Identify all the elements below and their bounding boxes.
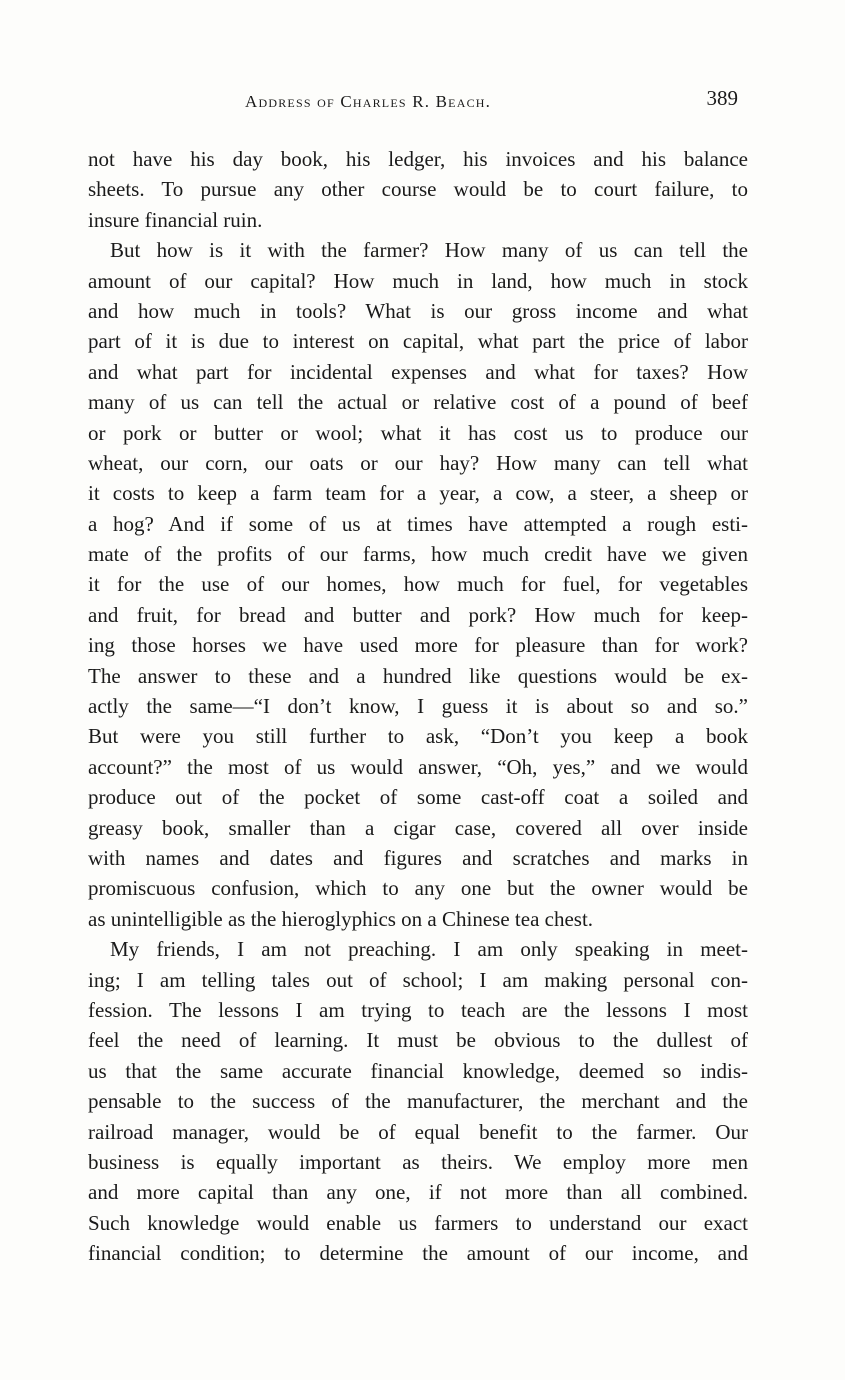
- text-line: and more capital than any one, if not more than all combined.: [88, 1180, 748, 1205]
- text-line: amount of our capital? How much in land, how much in stock: [88, 268, 748, 293]
- text-line: insure financial ruin.: [88, 207, 263, 232]
- running-head: [90, 86, 750, 118]
- text-line: pensable to the success of the manufacturer, the merchant and the: [88, 1089, 748, 1114]
- text-line: sheets. To pursue any other course would be to court failure, to: [88, 177, 748, 202]
- text-line: actly the same—“I don’t know, I guess it is about so and so.”: [88, 694, 748, 719]
- text-line: But how is it with the farmer? How many of us can tell the: [110, 238, 748, 263]
- text-line: The answer to these and a hundred like questions would be ex-: [88, 663, 748, 688]
- text-line: financial condition; to determine the amount of our income, and: [88, 1241, 748, 1266]
- text-line: it costs to keep a farm team for a year, a cow, a steer, a sheep or: [88, 481, 748, 506]
- text-line: produce out of the pocket of some cast-off coat a soiled and: [88, 785, 748, 810]
- page-number: 389: [706, 86, 738, 110]
- text-line: feel the need of learning. It must be obvious to the dullest of: [88, 1028, 748, 1053]
- text-line: part of it is due to interest on capital, what part the price of labor: [88, 329, 748, 354]
- body-text: [88, 144, 748, 1268]
- text-line: ing; I am telling tales out of school; I am making personal con-: [88, 967, 748, 992]
- text-line: and how much in tools? What is our gross income and what: [88, 298, 748, 323]
- text-line: a hog? And if some of us at times have attempted a rough esti-: [88, 511, 748, 536]
- text-line: it for the use of our homes, how much for fuel, for vegetables: [88, 572, 748, 597]
- text-line: many of us can tell the actual or relative cost of a pound of beef: [88, 390, 748, 415]
- text-line: But were you still further to ask, “Don’t you keep a book: [88, 724, 748, 749]
- text-line: promiscuous confusion, which to any one but the owner would be: [88, 876, 748, 901]
- text-line: account?” the most of us would answer, “Oh, yes,” and we would: [88, 754, 748, 779]
- text-line: and what part for incidental expenses and what for taxes? How: [88, 359, 748, 384]
- text-line: ing those horses we have used more for pleasure than for work?: [88, 633, 748, 658]
- text-line: not have his day book, his ledger, his invoices and his balance: [88, 147, 748, 171]
- text-line: My friends, I am not preaching. I am only speaking in meet-: [110, 937, 748, 962]
- text-line: mate of the profits of our farms, how much credit have we given: [88, 542, 748, 567]
- text-line: wheat, our corn, our oats or our hay? How many can tell what: [88, 450, 748, 475]
- text-line: fession. The lessons I am trying to teach are the lessons I most: [88, 997, 748, 1022]
- text-line: or pork or butter or wool; what it has cost us to produce our: [88, 420, 748, 445]
- text-line: us that the same accurate financial knowledge, deemed so indis-: [88, 1058, 748, 1083]
- text-line: as unintelligible as the hieroglyphics on a Chinese tea chest.: [88, 906, 594, 931]
- text-line: greasy book, smaller than a cigar case, covered all over inside: [88, 815, 748, 840]
- text-line: Such knowledge would enable us farmers to understand our exact: [88, 1210, 748, 1235]
- text-line: railroad manager, would be of equal benefit to the farmer. Our: [88, 1119, 748, 1144]
- text-line: business is equally important as theirs. We employ more men: [88, 1149, 748, 1174]
- text-line: with names and dates and figures and scratches and marks in: [88, 845, 748, 870]
- text-line: and fruit, for bread and butter and pork? How much for keep-: [88, 602, 748, 627]
- running-title: Address of Charles R. Beach.: [245, 92, 492, 111]
